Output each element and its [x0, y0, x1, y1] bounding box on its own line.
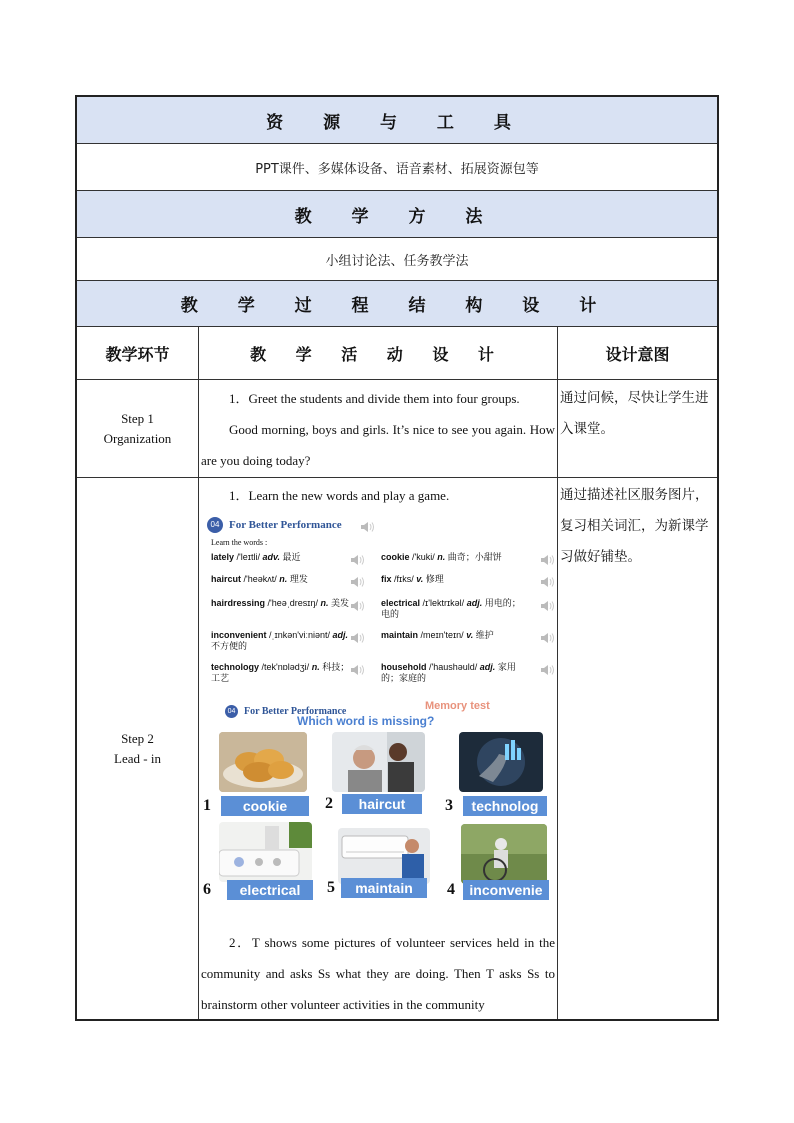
activity-column-header [199, 327, 558, 379]
memory-item-number: 6 [203, 881, 211, 898]
inconvenient-image [461, 824, 547, 884]
vocab-pos: n. [320, 598, 329, 608]
step1-activity-p1: 1．Greet the students and divide them into four groups. [229, 391, 520, 406]
intent-column-header [558, 327, 717, 379]
memory-item-label: maintain [341, 878, 427, 898]
vocab-pos: n. [311, 662, 320, 672]
vocab-zh: 美发 [331, 598, 350, 608]
methods-content: 小组讨论法、任务教学法 [325, 253, 469, 269]
step2-activity-p1: 1．Learn the new words and play a game. [229, 488, 450, 503]
vocab-en: household [381, 662, 427, 672]
vocab-pos: v. [466, 630, 474, 640]
step1-intent-text: 通过问候，尽快让学生进入课堂。 [560, 390, 709, 437]
step1-row [77, 380, 717, 478]
vocab-en: inconvenient [211, 630, 267, 640]
memory-item-number: 2 [325, 795, 333, 812]
stage-column-header [77, 327, 199, 379]
cookie-image [219, 732, 307, 792]
activity-header-text: 教 学 活 动 设 计 [250, 344, 506, 364]
speaker-icon[interactable] [351, 631, 365, 643]
technology-image [459, 732, 543, 792]
vocab-pos: v. [416, 574, 424, 584]
memory-item-label: cookie [221, 796, 309, 816]
memory-test-slide [201, 700, 555, 908]
vocab-pos: n. [437, 552, 446, 562]
memory-test-label: Memory test [425, 700, 490, 712]
vocab-word [211, 662, 351, 684]
vocab-ipa: /ˌɪnkən'viːniənt/ [269, 630, 330, 640]
step1-stage [77, 380, 199, 477]
speaker-icon[interactable] [541, 631, 555, 643]
vocab-word [381, 598, 521, 620]
maintain-image [338, 828, 430, 884]
step1-activity-p2: Good morning, boys and girls. It’s nice to see you again. How are you doing today? [201, 422, 555, 468]
vocab-en: electrical [381, 598, 421, 608]
vocab-word [211, 552, 351, 563]
haircut-image [332, 732, 425, 792]
resources-content: PPT课件、多媒体设备、语音素材、拓展资源包等 [255, 161, 539, 177]
vocab-en: hairdressing [211, 598, 266, 608]
speaker-icon[interactable] [351, 553, 365, 565]
vocab-zh: 维护 [475, 630, 494, 640]
vocab-pos: adj. [332, 630, 349, 640]
electrical-image [219, 822, 312, 882]
vocab-ipa: /'heəkʌt/ [243, 574, 277, 584]
resources-heading-row [77, 97, 717, 144]
vocab-zh: 不方便的 [211, 641, 248, 651]
speaker-icon[interactable] [351, 599, 365, 611]
memory-item-number: 1 [203, 797, 211, 814]
process-heading-row [77, 281, 717, 327]
step1-activity [199, 380, 558, 477]
step1-subname: Organization [103, 430, 172, 446]
vocab-zh: 修理 [425, 574, 444, 584]
vocab-en: maintain [381, 630, 419, 640]
vocab-en: cookie [381, 552, 410, 562]
memory-test-question: Which word is missing? [297, 714, 435, 728]
column-header-row [77, 327, 717, 380]
process-heading: 教 学 过 程 结 构 设 计 [180, 296, 614, 316]
stage-header-text: 教学环节 [105, 344, 170, 364]
vocab-pos: adj. [479, 662, 496, 672]
vocab-word [381, 574, 521, 585]
vocab-ipa: /ɪ'lektrɪkəl/ [422, 598, 465, 608]
vocab-ipa: /fɪks/ [394, 574, 414, 584]
memory-item-label: technolog [463, 796, 547, 816]
memory-item-number: 5 [327, 879, 335, 896]
vocab-word [381, 630, 521, 641]
vocab-zh: 用电的；电的 [381, 598, 521, 619]
step2-stage [77, 478, 199, 1019]
vocab-en: haircut [211, 574, 242, 584]
vocab-ipa: /'haushəuld/ [429, 662, 478, 672]
slide1-badge: 04 [207, 517, 223, 533]
slide2-title: For Better Performance [244, 706, 347, 718]
vocab-zh: 最近 [282, 552, 301, 562]
vocabulary-slide [201, 512, 555, 692]
methods-heading-row [77, 191, 717, 238]
memory-item-label: inconvenie [463, 880, 549, 900]
memory-item-label: haircut [342, 794, 422, 814]
vocab-ipa: /'heəˌdresɪŋ/ [267, 598, 318, 608]
vocab-word [381, 662, 521, 684]
step2-intent-text: 通过描述社区服务图片，复习相关词汇，为新课学习做好铺垫。 [560, 487, 709, 565]
step2-row [77, 478, 717, 1019]
slide2-badge: 04 [225, 705, 238, 718]
vocab-ipa: /meɪn'teɪn/ [420, 630, 464, 640]
vocab-ipa: /'kuki/ [412, 552, 435, 562]
vocab-zh: 家用的；家庭的 [381, 662, 516, 683]
vocab-pos: adv. [262, 552, 280, 562]
vocab-zh: 曲奇；小甜饼 [447, 552, 502, 562]
speaker-icon[interactable] [351, 663, 365, 675]
step1-name: Step 1 [121, 410, 154, 426]
resources-heading: 资 源 与 工 具 [266, 112, 528, 133]
step2-activity [199, 478, 558, 1019]
vocab-pos: adj. [466, 598, 483, 608]
vocab-zh: 理发 [289, 574, 308, 584]
vocab-ipa: /tek'nɒlədʒi/ [261, 662, 310, 672]
vocab-en: fix [381, 574, 392, 584]
vocab-word [211, 574, 351, 585]
vocab-en: lately [211, 552, 235, 562]
step2-activity-p2: 2．T shows some pictures of volunteer services held in the community and asks Ss what they are doing. Then T asks Ss to brainstorm other volunteer activities in the community [201, 935, 555, 1012]
step2-intent [558, 478, 717, 1019]
step1-intent [558, 380, 717, 477]
step2-name: Step 2 [121, 730, 154, 746]
vocab-en: technology [211, 662, 260, 672]
slide1-title: For Better Performance [229, 518, 342, 531]
speaker-icon[interactable] [541, 663, 555, 675]
speaker-icon[interactable] [361, 520, 375, 532]
vocab-word [211, 630, 351, 652]
speaker-icon[interactable] [541, 553, 555, 565]
intent-header-text: 设计意图 [605, 344, 670, 364]
memory-item-number: 4 [447, 881, 455, 898]
methods-content-row [77, 238, 717, 281]
memory-item-number: 3 [445, 797, 453, 814]
slide1-subtitle: Learn the words : [211, 538, 268, 547]
speaker-icon[interactable] [351, 575, 365, 587]
vocab-word [211, 598, 351, 609]
vocab-pos: n. [279, 574, 288, 584]
methods-heading: 教 学 方 法 [294, 206, 500, 227]
lesson-plan-table [75, 95, 719, 1021]
speaker-icon[interactable] [541, 599, 555, 611]
step2-subname: Lead - in [114, 750, 161, 766]
vocab-zh: 科技；工艺 [211, 662, 350, 683]
memory-item-label: electrical [227, 880, 313, 900]
resources-content-row [77, 144, 717, 191]
vocab-word [381, 552, 521, 563]
vocab-ipa: /'leɪtli/ [236, 552, 260, 562]
speaker-icon[interactable] [541, 575, 555, 587]
